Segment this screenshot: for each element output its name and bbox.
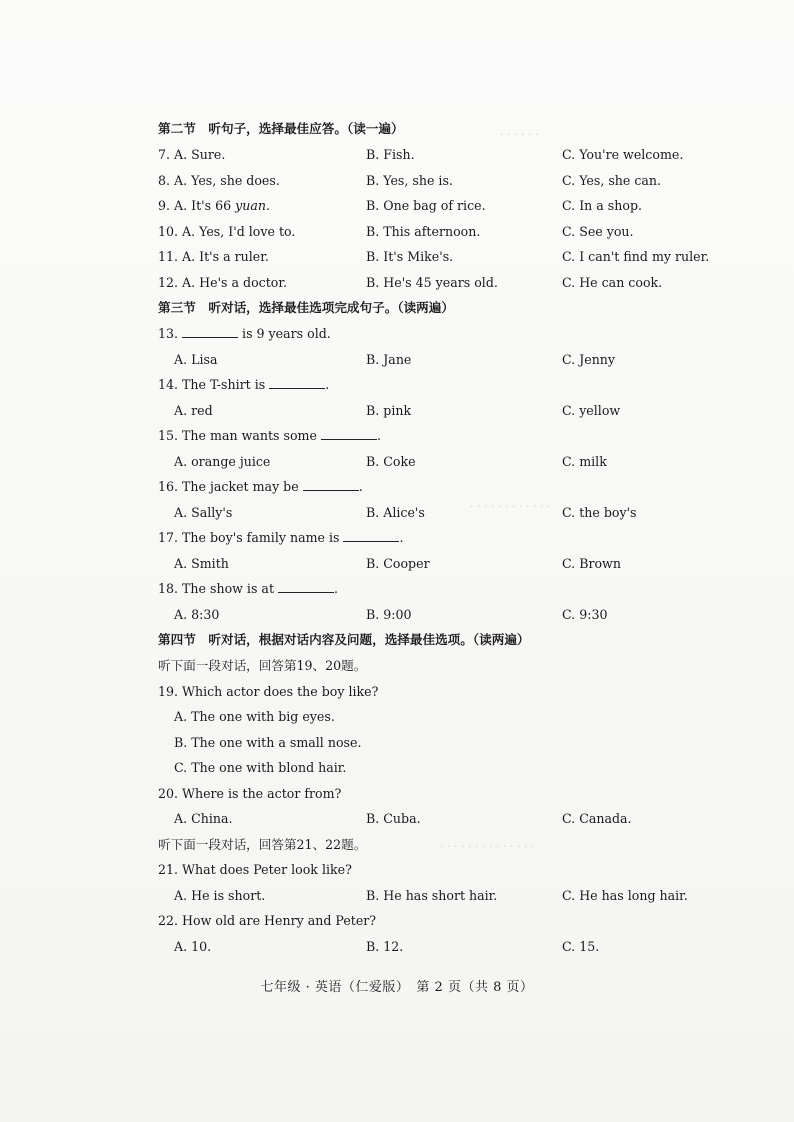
option-b: B. Alice's bbox=[366, 504, 425, 520]
answer-blank bbox=[182, 323, 238, 338]
question-row bbox=[158, 219, 718, 245]
option-c: C. He can cook. bbox=[562, 274, 663, 290]
option-b: B. He's 45 years old. bbox=[366, 274, 498, 290]
question-row bbox=[158, 168, 718, 194]
section-3-heading: 第三节 听对话，选择最佳选项完成句子。（读两遍） bbox=[158, 300, 454, 315]
question-stem: 19. Which actor does the boy like? bbox=[158, 683, 379, 699]
option-c: C. Canada. bbox=[562, 811, 632, 826]
options-row bbox=[158, 551, 718, 577]
option-a: A. Sally's bbox=[174, 504, 233, 520]
option-a: 12. A. He's a doctor. bbox=[158, 274, 287, 290]
question-stem: 16. The jacket may be . bbox=[158, 474, 718, 500]
question-row bbox=[158, 142, 718, 168]
option-a: A. 10. bbox=[174, 938, 212, 954]
question-stem: 15. The man wants some . bbox=[158, 423, 718, 449]
section-4-heading: 第四节 听对话，根据对话内容及问题，选择最佳选项。（读两遍） bbox=[158, 632, 530, 647]
bleed-through-text: · · · · · · bbox=[500, 128, 539, 141]
question-stem: 14. The T-shirt is . bbox=[158, 372, 718, 398]
option-b: B. He has short hair. bbox=[366, 887, 498, 903]
answer-blank bbox=[321, 425, 377, 440]
option-b: B. Jane bbox=[366, 351, 412, 367]
question-row bbox=[158, 270, 718, 296]
option-a: A. Lisa bbox=[174, 351, 218, 367]
options-row bbox=[158, 883, 718, 909]
option-b: B. 9:00 bbox=[366, 606, 412, 622]
dialogue-intro: 听下面一段对话，回答第21、22题。 bbox=[158, 836, 367, 852]
option-b: B. Cooper bbox=[366, 555, 430, 571]
option-b: B. It's Mike's. bbox=[366, 249, 454, 264]
option-a: 10. A. Yes, I'd love to. bbox=[158, 223, 296, 239]
option-b: B. 12. bbox=[366, 938, 404, 954]
answer-blank bbox=[269, 374, 325, 389]
option-a: 9. A. It's 66 yuan. bbox=[158, 198, 270, 213]
option-c: C. I can't find my ruler. bbox=[562, 249, 710, 264]
option-c: C. the boy's bbox=[562, 504, 637, 520]
question-stem: 22. How old are Henry and Peter? bbox=[158, 913, 377, 928]
option-c: C. You're welcome. bbox=[562, 147, 684, 162]
question-stem: 20. Where is the actor from? bbox=[158, 785, 342, 801]
option-c: C. The one with blond hair. bbox=[174, 760, 347, 775]
options-row bbox=[158, 934, 718, 960]
option-a: A. Smith bbox=[174, 555, 229, 571]
option-b: B. Fish. bbox=[366, 147, 415, 162]
options-row bbox=[158, 347, 718, 373]
question-stem: 18. The show is at . bbox=[158, 576, 718, 602]
option-a: A. He is short. bbox=[174, 887, 266, 903]
option-c: C. In a shop. bbox=[562, 198, 643, 213]
bleed-through-text: · · · · · · · · · · · · · · bbox=[440, 840, 535, 853]
option-a: A. China. bbox=[174, 811, 233, 826]
option-c: C. Brown bbox=[562, 555, 621, 571]
option-a: A. The one with big eyes. bbox=[174, 709, 335, 724]
option-a: A. red bbox=[174, 402, 213, 418]
answer-blank bbox=[303, 476, 359, 491]
dialogue-intro: 听下面一段对话，回答第19、20题。 bbox=[158, 658, 367, 673]
option-a: 7. A. Sure. bbox=[158, 147, 226, 162]
question-row bbox=[158, 244, 718, 270]
option-c: C. Jenny bbox=[562, 351, 616, 367]
exam-content bbox=[158, 116, 718, 959]
option-c: C. 9:30 bbox=[562, 606, 608, 622]
option-b: B. Yes, she is. bbox=[366, 172, 453, 188]
option-b: B. Coke bbox=[366, 453, 416, 469]
answer-blank bbox=[278, 578, 334, 593]
options-row bbox=[158, 500, 718, 526]
option-c: C. 15. bbox=[562, 938, 600, 954]
option-c: C. See you. bbox=[562, 223, 634, 239]
bleed-through-text: · · · · · · · · · · · · bbox=[470, 500, 551, 513]
option-b: B. pink bbox=[366, 402, 412, 418]
option-b: B. One bag of rice. bbox=[366, 198, 486, 213]
question-stem: 17. The boy's family name is . bbox=[158, 525, 718, 551]
question-row bbox=[158, 193, 718, 219]
option-c: C. yellow bbox=[562, 402, 621, 418]
options-row bbox=[158, 602, 718, 628]
section-2-heading: 第二节 听句子，选择最佳应答。（读一遍） bbox=[158, 121, 404, 136]
option-b: B. This afternoon. bbox=[366, 223, 481, 239]
option-a: 8. A. Yes, she does. bbox=[158, 172, 280, 188]
option-a: 11. A. It's a ruler. bbox=[158, 249, 269, 264]
option-c: C. Yes, she can. bbox=[562, 172, 662, 188]
option-a: A. 8:30 bbox=[174, 606, 220, 622]
option-c: C. milk bbox=[562, 453, 607, 469]
options-row bbox=[158, 806, 718, 832]
answer-blank bbox=[343, 527, 399, 542]
question-stem: 21. What does Peter look like? bbox=[158, 862, 352, 877]
option-b: B. The one with a small nose. bbox=[174, 734, 362, 750]
option-b: B. Cuba. bbox=[366, 811, 421, 826]
page-footer: 七年级 · 英语（仁爱版） 第 2 页（共 8 页） bbox=[260, 980, 534, 995]
options-row bbox=[158, 398, 718, 424]
question-stem: 13. is 9 years old. bbox=[158, 321, 718, 347]
option-c: C. He has long hair. bbox=[562, 887, 688, 903]
options-row bbox=[158, 449, 718, 475]
option-a: A. orange juice bbox=[174, 453, 271, 469]
